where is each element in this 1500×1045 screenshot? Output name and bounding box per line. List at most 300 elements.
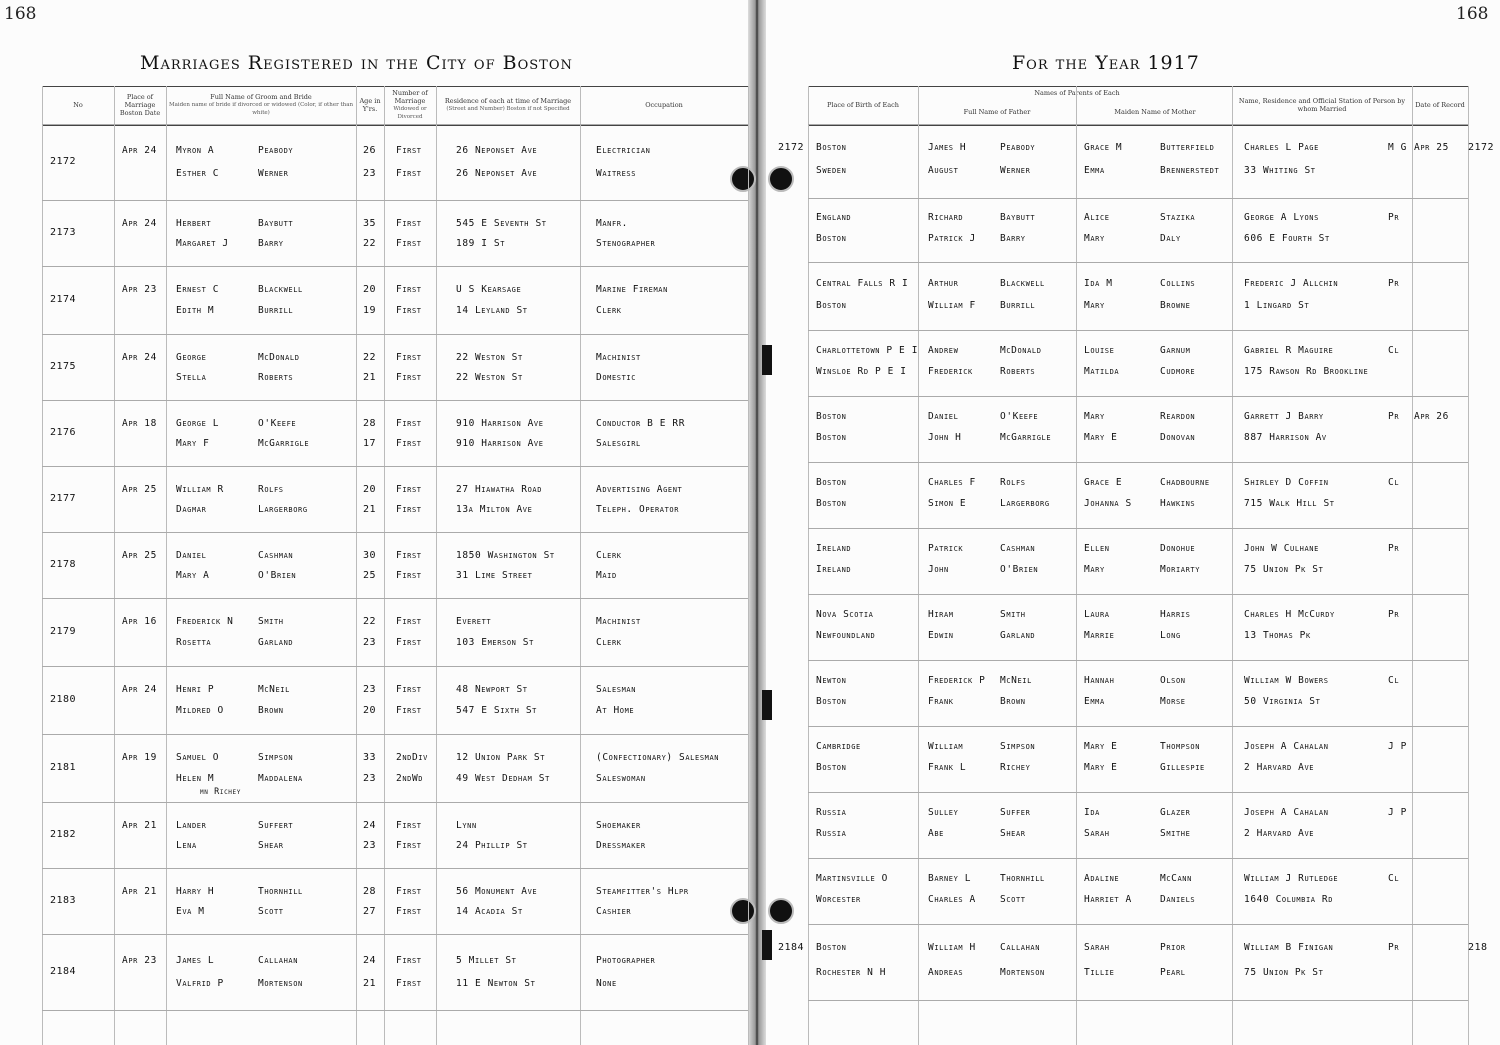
- officiant-name: Charles L Page: [1244, 142, 1319, 153]
- groom-residence: 12 Union Park St: [456, 752, 546, 763]
- left-header-cell: [356, 86, 384, 124]
- groom-residence: 545 E Seventh St: [456, 218, 547, 229]
- row-rule: [42, 200, 748, 201]
- groom-father-last: Blackwell: [1000, 278, 1045, 289]
- groom-marriage-number: First: [396, 145, 422, 156]
- groom-residence: Lynn: [456, 820, 477, 831]
- groom-mother-first: Louise: [1084, 345, 1115, 356]
- column-rule: [42, 86, 43, 1045]
- officiant-title: Pr: [1388, 278, 1400, 289]
- officiant-address: 1 Lingard St: [1244, 300, 1310, 311]
- bride-father-last: Richey: [1000, 762, 1031, 773]
- bride-mother-first: Emma: [1084, 696, 1105, 707]
- bride-father-first: Patrick J: [928, 233, 976, 244]
- groom-age: 26: [363, 145, 377, 156]
- column-rule: [384, 86, 385, 1045]
- left-page-title: Marriages Registered in the City of Boston: [140, 52, 573, 74]
- bride-last-name: Shear: [258, 840, 284, 851]
- groom-age: 24: [363, 955, 377, 966]
- bride-father-last: Burrill: [1000, 300, 1036, 311]
- right-ledger-page: [762, 0, 1500, 1045]
- groom-first-name: Lander: [176, 820, 207, 831]
- groom-marriage-number: First: [396, 352, 422, 363]
- groom-marriage-number: First: [396, 955, 422, 966]
- bride-marriage-number: First: [396, 168, 422, 179]
- groom-birthplace: Ireland: [816, 543, 852, 554]
- groom-occupation: Manfr.: [596, 218, 628, 229]
- record-number: 2181: [50, 762, 77, 773]
- bride-age: 27: [363, 906, 377, 917]
- groom-mother-last: McCann: [1160, 873, 1192, 884]
- bride-age: 22: [363, 238, 377, 249]
- far-record-number: 218: [1468, 942, 1488, 953]
- groom-marriage-number: 2ndDiv: [396, 752, 428, 763]
- bride-occupation: Clerk: [596, 637, 622, 648]
- groom-occupation: Clerk: [596, 550, 622, 561]
- groom-marriage-number: First: [396, 616, 422, 627]
- bride-residence: 14 Acadia St: [456, 906, 523, 917]
- bride-birthplace: Sweden: [816, 165, 847, 176]
- groom-mother-last: Stazika: [1160, 212, 1196, 223]
- groom-age: 23: [363, 684, 377, 695]
- left-header-cell: [580, 86, 748, 124]
- bride-father-first: William F: [928, 300, 976, 311]
- officiant-title: Cl: [1388, 345, 1400, 356]
- bride-occupation: Maid: [596, 570, 617, 581]
- groom-mother-first: Ellen: [1084, 543, 1110, 554]
- bride-father-first: John: [928, 564, 949, 575]
- groom-mother-last: Garnum: [1160, 345, 1191, 356]
- bride-residence: 910 Harrison Ave: [456, 438, 544, 449]
- bride-mother-first: Emma: [1084, 165, 1105, 176]
- groom-marriage-number: First: [396, 418, 422, 429]
- officiant-address: 2 Harvard Ave: [1244, 828, 1315, 839]
- bride-father-last: Brown: [1000, 696, 1026, 707]
- groom-last-name: McNeil: [258, 684, 290, 695]
- groom-last-name: Rolfs: [258, 484, 284, 495]
- groom-first-name: Frederick N: [176, 616, 234, 627]
- bride-last-name: Maddalena: [258, 773, 303, 784]
- groom-residence: U S Kearsage: [456, 284, 522, 295]
- officiant-address: 887 Harrison Av: [1244, 432, 1327, 443]
- marriage-date: Apr 24: [122, 218, 157, 229]
- bride-mother-first: Tillie: [1084, 967, 1115, 978]
- bride-father-last: McGarrigle: [1000, 432, 1052, 443]
- officiant-address: 2 Harvard Ave: [1244, 762, 1315, 773]
- record-number: 2184: [50, 966, 77, 977]
- bride-marriage-number: First: [396, 504, 422, 515]
- binding-hole: [730, 898, 756, 924]
- row-rule: [808, 1000, 1468, 1001]
- groom-age: 35: [363, 218, 377, 229]
- groom-last-name: Baybutt: [258, 218, 294, 229]
- groom-father-last: McNeil: [1000, 675, 1032, 686]
- groom-father-last: Baybutt: [1000, 212, 1036, 223]
- groom-residence: 5 Millet St: [456, 955, 517, 966]
- groom-father-first: Frederick P: [928, 675, 986, 686]
- bride-residence: 26 Neponset Ave: [456, 168, 538, 179]
- row-rule: [42, 868, 748, 869]
- right-header-cell: [1076, 100, 1234, 124]
- row-rule: [42, 1010, 748, 1011]
- groom-occupation: Machinist: [596, 352, 641, 363]
- officiant-address: 75 Union Pk St: [1244, 564, 1324, 575]
- column-rule: [114, 86, 115, 1045]
- row-rule: [42, 802, 748, 803]
- bride-first-name: Edith M: [176, 305, 215, 316]
- officiant-name: William W Bowers: [1244, 675, 1329, 686]
- groom-mother-last: Olson: [1160, 675, 1186, 686]
- row-rule: [808, 726, 1468, 727]
- groom-father-first: James H: [928, 142, 967, 153]
- bride-birthplace: Russia: [816, 828, 847, 839]
- row-rule: [808, 792, 1468, 793]
- groom-last-name: O'Keefe: [258, 418, 297, 429]
- groom-father-last: Simpson: [1000, 741, 1036, 752]
- groom-father-last: Thornhill: [1000, 873, 1045, 884]
- binding-hole: [768, 898, 794, 924]
- bride-marriage-number: First: [396, 705, 422, 716]
- record-date: Apr 25: [1414, 142, 1449, 153]
- bride-age: 17: [363, 438, 377, 449]
- groom-birthplace: Boston: [816, 942, 847, 953]
- groom-age: 30: [363, 550, 377, 561]
- groom-father-first: William: [928, 741, 964, 752]
- header-label: Place of Marriage Boston Date: [119, 93, 161, 117]
- groom-last-name: Thornhill: [258, 886, 303, 897]
- bride-father-first: Frederick: [928, 366, 973, 377]
- groom-first-name: Henri P: [176, 684, 215, 695]
- row-rule: [42, 266, 748, 267]
- bride-mother-last: Hawkins: [1160, 498, 1196, 509]
- header-label: Residence of each at time of Marriage: [444, 97, 572, 105]
- groom-marriage-number: First: [396, 886, 422, 897]
- groom-birthplace: Nova Scotia: [816, 609, 874, 620]
- marriage-date: Apr 21: [122, 820, 157, 831]
- right-page-title: For the Year 1917: [1012, 52, 1200, 74]
- groom-first-name: Herbert: [176, 218, 212, 229]
- bride-father-first: Frank: [928, 696, 954, 707]
- bride-marriage-number: First: [396, 238, 422, 249]
- bride-age: 21: [363, 504, 377, 515]
- row-rule: [42, 400, 748, 401]
- row-rule: [808, 528, 1468, 529]
- bride-birthplace: Boston: [816, 432, 847, 443]
- bride-father-first: Simon E: [928, 498, 967, 509]
- header-label: Occupation: [645, 101, 683, 109]
- bride-birthplace: Winsloe Rd P E I: [816, 366, 907, 377]
- row-rule: [808, 594, 1468, 595]
- binding-clip: [762, 345, 772, 375]
- bride-birthplace: Boston: [816, 762, 847, 773]
- right-record-number: 2184: [778, 942, 805, 953]
- bride-father-last: Scott: [1000, 894, 1026, 905]
- bride-father-first: Abe: [928, 828, 944, 839]
- binding-hole: [768, 166, 794, 192]
- right-header-cell: [918, 86, 1236, 100]
- record-number: 2175: [50, 361, 77, 372]
- bride-marriage-number: First: [396, 978, 422, 989]
- bride-occupation: None: [596, 978, 617, 989]
- column-rule: [436, 86, 437, 1045]
- bride-marriage-number: First: [396, 906, 422, 917]
- row-rule: [42, 934, 748, 935]
- groom-last-name: McDonald: [258, 352, 300, 363]
- officiant-name: George A Lyons: [1244, 212, 1319, 223]
- officiant-name: Charles H McCurdy: [1244, 609, 1335, 620]
- binding-hole: [730, 166, 756, 192]
- groom-first-name: William R: [176, 484, 224, 495]
- bride-residence: 22 Weston St: [456, 372, 523, 383]
- marriage-date: Apr 21: [122, 886, 157, 897]
- row-rule: [808, 396, 1468, 397]
- column-rule: [1232, 86, 1233, 1045]
- record-date: Apr 26: [1414, 411, 1449, 422]
- groom-mother-last: Butterfield: [1160, 142, 1215, 153]
- groom-father-last: McDonald: [1000, 345, 1042, 356]
- left-header-cell: [436, 86, 580, 124]
- groom-last-name: Simpson: [258, 752, 294, 763]
- record-number: 2182: [50, 829, 77, 840]
- bride-last-name: Scott: [258, 906, 284, 917]
- groom-residence: Everett: [456, 616, 492, 627]
- bride-age: 23: [363, 840, 377, 851]
- bride-first-name: Stella: [176, 372, 207, 383]
- far-record-number: 2172: [1468, 142, 1495, 153]
- bride-first-name: Valfrid P: [176, 978, 224, 989]
- groom-birthplace: Charlottetown P E I: [816, 345, 919, 356]
- bride-mother-last: Long: [1160, 630, 1181, 641]
- groom-mother-last: Glazer: [1160, 807, 1191, 818]
- bride-residence: 547 E Sixth St: [456, 705, 537, 716]
- bride-mother-last: Daly: [1160, 233, 1181, 244]
- bride-age: 25: [363, 570, 377, 581]
- groom-mother-last: Prior: [1160, 942, 1186, 953]
- officiant-name: Joseph A Cahalan: [1244, 741, 1329, 752]
- officiant-title: Pr: [1388, 212, 1400, 223]
- groom-father-first: Sulley: [928, 807, 959, 818]
- bride-birthplace: Newfoundland: [816, 630, 876, 641]
- header-sublabel: (Street and Number) Boston if not Specified: [446, 106, 570, 112]
- bride-father-last: Shear: [1000, 828, 1026, 839]
- bride-last-name: Garland: [258, 637, 294, 648]
- officiant-address: 606 E Fourth St: [1244, 233, 1330, 244]
- groom-residence: 48 Newport St: [456, 684, 528, 695]
- bride-maiden-name: mn Richey: [200, 787, 241, 797]
- groom-father-last: Suffer: [1000, 807, 1031, 818]
- bride-occupation: Teleph. Operator: [596, 504, 680, 515]
- bride-birthplace: Boston: [816, 233, 847, 244]
- bride-occupation: Clerk: [596, 305, 622, 316]
- groom-marriage-number: First: [396, 550, 422, 561]
- header-label: Names of Parents of Each: [1034, 89, 1120, 97]
- bride-last-name: Barry: [258, 238, 284, 249]
- bride-occupation: Saleswoman: [596, 773, 646, 784]
- groom-birthplace: Central Falls R I: [816, 278, 909, 289]
- groom-occupation: Steamfitter's Hlpr: [596, 886, 689, 897]
- header-label: Place of Birth of Each: [827, 101, 899, 109]
- bride-occupation: Cashier: [596, 906, 632, 917]
- marriage-date: Apr 23: [122, 284, 157, 295]
- groom-occupation: Salesman: [596, 684, 637, 695]
- column-rule: [1412, 86, 1413, 1045]
- groom-father-last: O'Keefe: [1000, 411, 1039, 422]
- groom-mother-first: Ida M: [1084, 278, 1113, 289]
- bride-residence: 24 Phillip St: [456, 840, 528, 851]
- groom-first-name: Harry H: [176, 886, 215, 897]
- header-label: Date of Record: [1415, 101, 1465, 109]
- marriage-date: Apr 18: [122, 418, 157, 429]
- groom-mother-first: Alice: [1084, 212, 1110, 223]
- bride-mother-first: Mary: [1084, 300, 1105, 311]
- record-number: 2180: [50, 694, 77, 705]
- officiant-address: 715 Walk Hill St: [1244, 498, 1335, 509]
- groom-mother-last: Chadbourne: [1160, 477, 1210, 488]
- marriage-date: Apr 16: [122, 616, 157, 627]
- bride-first-name: Dagmar: [176, 504, 207, 515]
- bride-last-name: Brown: [258, 705, 284, 716]
- marriage-date: Apr 25: [122, 484, 157, 495]
- bride-father-last: Barry: [1000, 233, 1026, 244]
- bride-age: 21: [363, 978, 377, 989]
- bride-residence: 49 West Dedham St: [456, 773, 550, 784]
- groom-father-last: Callahan: [1000, 942, 1041, 953]
- header-label: No: [73, 101, 83, 109]
- bride-last-name: McGarrigle: [258, 438, 310, 449]
- groom-father-first: Charles F: [928, 477, 976, 488]
- groom-last-name: Suffert: [258, 820, 294, 831]
- left-header-cell: [114, 86, 166, 124]
- row-rule: [808, 660, 1468, 661]
- bride-father-last: Largerborg: [1000, 498, 1050, 509]
- header-label: Name, Residence and Official Station of Person by whom Married: [1238, 97, 1406, 113]
- row-rule: [42, 466, 748, 467]
- groom-occupation: Marine Fireman: [596, 284, 668, 295]
- groom-mother-first: Grace E: [1084, 477, 1123, 488]
- record-number: 2178: [50, 559, 77, 570]
- groom-age: 33: [363, 752, 377, 763]
- bride-marriage-number: First: [396, 840, 422, 851]
- right-record-number: 2172: [778, 142, 805, 153]
- bride-first-name: Eva M: [176, 906, 205, 917]
- marriage-date: Apr 23: [122, 955, 157, 966]
- officiant-title: M G: [1388, 142, 1407, 153]
- bride-mother-last: Gillespie: [1160, 762, 1205, 773]
- column-rule: [356, 86, 357, 1045]
- header-label: Full Name of Groom and Bride: [210, 93, 312, 101]
- marriage-date: Apr 25: [122, 550, 157, 561]
- officiant-title: Cl: [1388, 873, 1400, 884]
- groom-father-last: Smith: [1000, 609, 1026, 620]
- right-page-number: 168: [1456, 4, 1489, 24]
- bride-residence: 103 Emerson St: [456, 637, 534, 648]
- officiant-title: Cl: [1388, 477, 1400, 488]
- record-number: 2172: [50, 156, 77, 167]
- groom-mother-last: Donohue: [1160, 543, 1196, 554]
- bride-first-name: Mildred O: [176, 705, 224, 716]
- groom-father-first: Arthur: [928, 278, 959, 289]
- header-sublabel: Maiden name of bride if divorced or widowed (Color, if other than white): [168, 102, 354, 116]
- row-rule: [808, 462, 1468, 463]
- bride-mother-first: Sarah: [1084, 828, 1110, 839]
- groom-birthplace: Russia: [816, 807, 847, 818]
- right-header-cell: [808, 86, 918, 124]
- bride-first-name: Mary F: [176, 438, 210, 449]
- right-header-cell: [918, 100, 1076, 124]
- bride-last-name: Largerborg: [258, 504, 308, 515]
- groom-marriage-number: First: [396, 820, 422, 831]
- bride-mother-last: Smithe: [1160, 828, 1191, 839]
- column-rule: [166, 86, 167, 1045]
- bride-mother-last: Morse: [1160, 696, 1186, 707]
- bride-father-first: Andreas: [928, 967, 964, 978]
- groom-residence: 56 Monument Ave: [456, 886, 538, 897]
- bride-last-name: Mortenson: [258, 978, 303, 989]
- bride-marriage-number: 2ndWd: [396, 773, 424, 784]
- bride-age: 23: [363, 773, 377, 784]
- officiant-title: Cl: [1388, 675, 1400, 686]
- officiant-name: Garrett J Barry: [1244, 411, 1324, 422]
- bride-birthplace: Boston: [816, 300, 847, 311]
- column-rule: [918, 86, 919, 1045]
- record-number: 2176: [50, 427, 77, 438]
- officiant-title: Pr: [1388, 543, 1400, 554]
- groom-first-name: George: [176, 352, 207, 363]
- groom-mother-first: Adaline: [1084, 873, 1120, 884]
- bride-last-name: Werner: [258, 168, 289, 179]
- groom-mother-first: Mary E: [1084, 741, 1118, 752]
- bride-mother-first: Mary E: [1084, 762, 1118, 773]
- groom-age: 24: [363, 820, 377, 831]
- groom-age: 28: [363, 418, 377, 429]
- groom-birthplace: Newton: [816, 675, 847, 686]
- groom-father-last: Cashman: [1000, 543, 1036, 554]
- groom-first-name: Daniel: [176, 550, 207, 561]
- record-number: 2174: [50, 294, 77, 305]
- officiant-name: William B Finigan: [1244, 942, 1334, 953]
- groom-age: 20: [363, 484, 377, 495]
- marriage-date: Apr 19: [122, 752, 157, 763]
- groom-age: 20: [363, 284, 377, 295]
- officiant-title: Pr: [1388, 411, 1400, 422]
- bride-mother-first: Johanna S: [1084, 498, 1132, 509]
- groom-mother-last: Reardon: [1160, 411, 1196, 422]
- groom-father-first: Hiram: [928, 609, 954, 620]
- row-rule: [808, 330, 1468, 331]
- row-rule: [42, 734, 748, 735]
- bride-occupation: Domestic: [596, 372, 637, 383]
- groom-residence: 22 Weston St: [456, 352, 523, 363]
- header-label: Maiden Name of Mother: [1114, 108, 1196, 116]
- bride-father-last: O'Brien: [1000, 564, 1039, 575]
- row-rule: [42, 334, 748, 335]
- bride-first-name: Lena: [176, 840, 197, 851]
- bride-marriage-number: First: [396, 372, 422, 383]
- groom-last-name: Blackwell: [258, 284, 303, 295]
- header-sublabel: Widowed or Divorced: [393, 106, 427, 120]
- officiant-address: 50 Virginia St: [1244, 696, 1321, 707]
- bride-age: 19: [363, 305, 377, 316]
- bride-mother-first: Mary E: [1084, 432, 1118, 443]
- groom-mother-first: Grace M: [1084, 142, 1123, 153]
- bride-age: 23: [363, 637, 377, 648]
- bride-occupation: Dressmaker: [596, 840, 646, 851]
- groom-last-name: Callahan: [258, 955, 299, 966]
- groom-birthplace: England: [816, 212, 852, 223]
- row-rule: [808, 198, 1468, 199]
- groom-mother-last: Harris: [1160, 609, 1191, 620]
- groom-father-first: Barney L: [928, 873, 972, 884]
